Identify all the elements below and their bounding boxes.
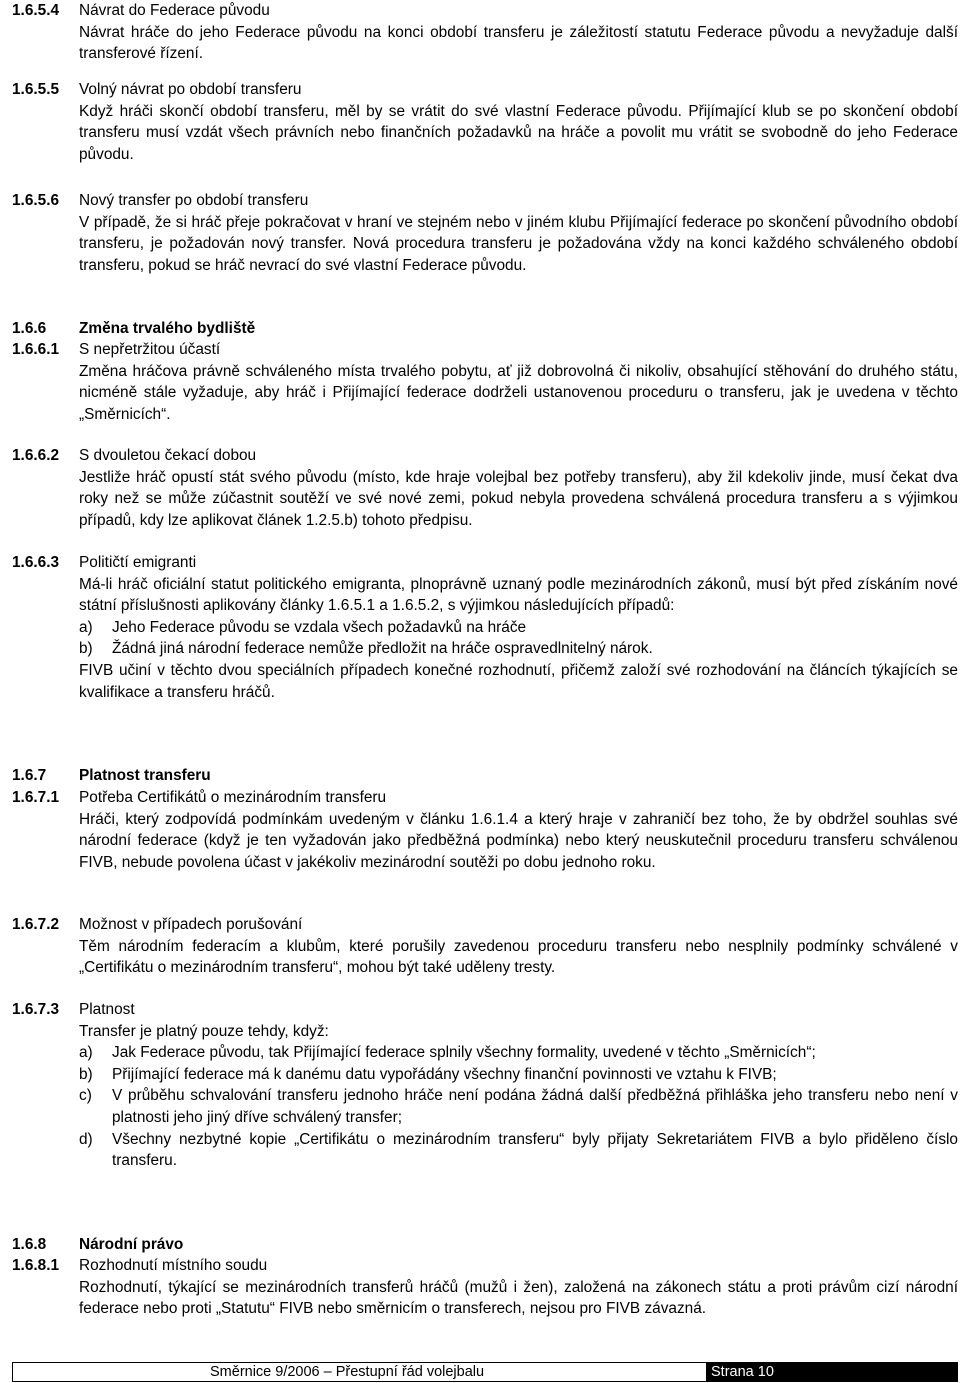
list-item-text: Všechny nezbytné kopie „Certifikátu o mezinárodním transferu“ byly přijaty Sekretariátem FIVB a bylo přiděleno číslo transferu. [112,1130,958,1170]
section-body: Návrat hráče do jeho Federace původu na konci období transferu je záležitostí statutu Federace původu a nevyžaduje další transferové řízení. [79,23,958,63]
section-title: S dvouletou čekací dobou [79,447,257,464]
section-number: 1.6.7.2 [12,916,60,933]
list-item [79,638,958,660]
section-number: 1.6.7.3 [12,1001,60,1018]
section-body: Těm národním federacím a klubům, které porušily zavedenou proceduru transferu nebo nesplnily podmínky schválené v „Certifikátu o mezinárodním transferu“, mohou být také uděleny tresty. [79,937,958,977]
section-body: Rozhodnutí, týkající se mezinárodních transferů hráčů (mužů i žen), založená na zákonech státu a proti právům cizí národní federace nebo proti „Statutu“ FIVB nebo směrnicím o transferech, nejsou pro FIVB závazná. [79,1278,958,1318]
list-item-text: Žádná jiná národní federace nemůže předložit na hráče ospravedlnitelný nárok. [112,640,653,658]
list-item-label: c) [79,1087,92,1105]
section-1-6-7-1 [12,787,958,873]
list-item-text: Jeho Federace původu se vzdala všech požadavků na hráče [112,618,527,636]
footer-page-number-box [706,1363,957,1381]
section-1-6-6-3 [12,552,958,703]
section-title: Národní právo [79,1236,184,1253]
section-title: Potřeba Certifikátů o mezinárodním transferu [79,789,387,806]
section-title: Nový transfer po období transferu [79,192,309,209]
section-body: Hráči, který zodpovídá podmínkám uvedeným v článku 1.6.1.4 a který hraje v zahraničí bez toho, že by obdržel souhlas své národní federace (když je ten vyžadován jako předběžná podmínka) nebo který neuskutečnil proceduru transferu schválenou FIVB, nebude povolena účast v jakékoliv mezinárodní soutěži po dobu jednoho roku. [79,810,958,871]
section-number: 1.6.8.1 [12,1257,60,1274]
list-item [79,617,958,639]
list-item [79,1042,958,1064]
section-1-6-5-5 [12,79,958,165]
section-number: 1.6.5.4 [12,2,60,19]
section-body: Jestliže hráč opustí stát svého původu (místo, kde hraje volejbal bez potřeby transferu), aby žil kdekoliv jinde, musí čekat dva roky než se může zúčastnit soutěží ve své nové zemi, pokud nebyla provedena schválená procedura transferu a s výjimkou případů, kdy lze aplikovat článek 1.2.5.b) tohoto předpisu. [79,468,958,529]
section-number: 1.6.7 [12,767,47,784]
section-title: Změna trvalého bydliště [79,320,256,337]
section-1-6-8-1 [12,1255,958,1320]
section-1-6-6-1 [12,339,958,425]
list-item-label: b) [79,640,93,658]
section-1-6-8 [12,1234,958,1256]
section-number: 1.6.6.1 [12,341,60,358]
section-title: Političtí emigranti [79,554,197,571]
list-item-label: d) [79,1130,93,1148]
list-item [79,1129,958,1172]
section-title: Návrat do Federace původu [79,2,270,19]
section-1-6-6 [12,318,958,340]
list-item-text: Přijímající federace má k danému datu vypořádány všechny finanční povinnosti ve vztahu k FIVB; [112,1065,777,1083]
section-number: 1.6.5.6 [12,192,60,209]
list-item-label: a) [79,618,93,636]
page-footer [12,1362,958,1382]
section-conclusion: FIVB učiní v těchto dvou speciálních případech konečné rozhodnutí, přičemž založí své rozhodování na článcích týkajících se kvalifikace a transferu hráčů. [79,661,958,701]
section-title: S nepřetržitou účastí [79,341,221,358]
section-number: 1.6.7.1 [12,789,60,806]
section-number: 1.6.6 [12,320,47,337]
section-body [79,1021,958,1172]
section-1-6-7 [12,765,958,787]
section-1-6-5-6 [12,190,958,276]
list-item [79,1085,958,1128]
section-number: 1.6.5.5 [12,81,60,98]
list-item-text: Jak Federace původu, tak Přijímající federace splnily všechny formality, uvedené v těchto „Směrnicích“; [112,1044,816,1062]
section-body: Když hráči skončí období transferu, měl by se vrátit do své vlastní Federace původu. Přijímající klub se po skončení období transferu musí vzdát všech právních nebo finančních požadavků na hráče a povolit mu vrátit se svobodně do jeho Federace původu. [79,102,958,163]
section-1-6-7-2 [12,914,958,979]
section-title: Volný návrat po období transferu [79,81,302,98]
section-title: Možnost v případech porušování [79,916,303,933]
section-number: 1.6.6.2 [12,447,60,464]
section-1-6-5-4 [12,0,958,65]
section-number: 1.6.6.3 [12,554,60,571]
list-item-text: V průběhu schvalování transferu jednoho hráče není podána žádná další předběžná přihláška jeho transferu nebo není v platnosti jeho jiný dříve schválený transfer; [112,1087,958,1126]
section-intro: Má-li hráč oficiální statut politického emigranta, plnoprávně uznaný podle mezinárodních zákonů, musí být před získáním nové státní příslušnosti aplikovány články 1.6.5.1 a 1.6.5.2, s výjimkou následujících případů: [79,575,958,615]
list-item-label: a) [79,1044,93,1062]
section-1-6-6-2 [12,445,958,531]
list-item [79,1064,958,1086]
section-body [79,574,958,704]
document-page [12,0,958,1383]
section-body: Změna hráčova právně schváleného místa trvalého pobytu, ať již dobrovolná či nikoliv, obsahující stěhování do druhého státu, nicméně stále vyžaduje, aby hráč i Přijímající federace dodrželi ustanovenou proceduru o transferu, jak je uvedena v těchto „Směrnicích“. [79,362,958,423]
footer-document-title: Směrnice 9/2006 – Přestupní řád volejbalu [210,1364,485,1380]
section-title: Platnost [79,1001,135,1018]
section-number: 1.6.8 [12,1236,47,1253]
section-intro: Transfer je platný pouze tehdy, když: [79,1022,329,1040]
section-body: V případě, že si hráč přeje pokračovat v hraní ve stejném nebo v jiném klubu Přijímající federace po skončení původního období transferu, je požadován nový transfer. Nová procedura transferu je požadována vždy na konci každého schváleného období transferu, pokud se hráč nevrací do své vlastní Federace původu. [79,213,958,274]
section-title: Rozhodnutí místního soudu [79,1257,268,1274]
section-title: Platnost transferu [79,767,211,784]
section-1-6-7-3 [12,999,958,1172]
footer-page-number: Strana 10 [711,1364,774,1380]
list-item-label: b) [79,1065,93,1083]
